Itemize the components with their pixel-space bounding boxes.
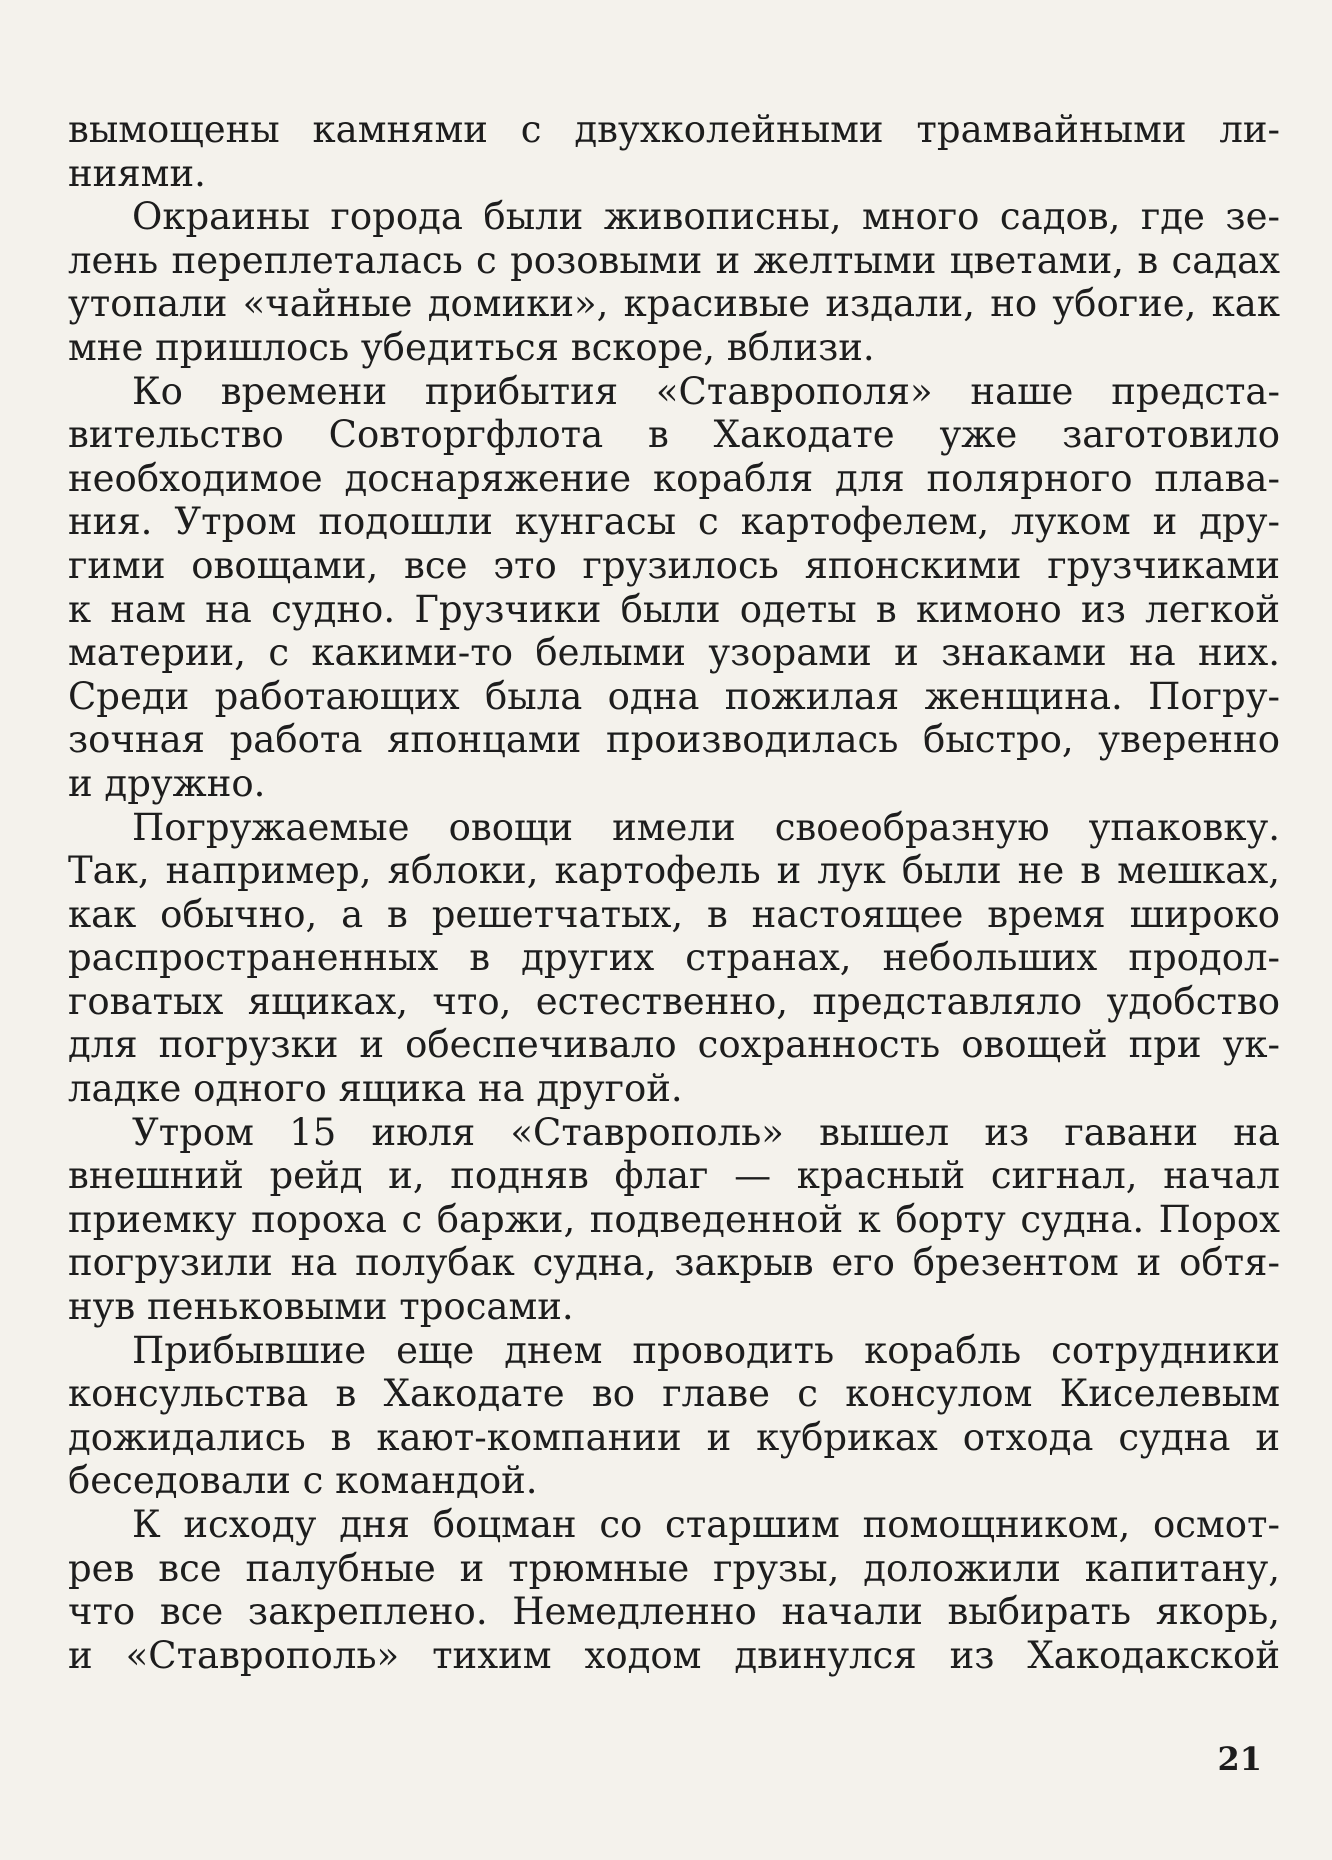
text-line: мне пришлось убедиться вскоре, вблизи.: [68, 325, 875, 369]
text-line: утопали «чайные домики», красивые издали, но убогие, как: [68, 282, 1280, 326]
text-line: дожидались в кают-компании и кубриках отхода судна и: [68, 1415, 1280, 1459]
page-number: 21: [1217, 1740, 1262, 1778]
text-line: Прибывшие еще днем проводить корабль сотрудники: [132, 1328, 1280, 1372]
text-line: лень переплеталась с розовыми и желтыми цветами, в садах: [68, 238, 1280, 282]
text-line: ладке одного ящика на другой.: [68, 1067, 683, 1111]
text-line: как обычно, а в решетчатых, в настоящее время широко: [68, 892, 1280, 936]
text-line: нув пеньковыми тросами.: [68, 1285, 574, 1329]
text-line: Утром 15 июля «Ставрополь» вышел из гавани на: [132, 1110, 1280, 1154]
text-line: к нам на судно. Грузчики были одеты в кимоно из легкой: [68, 587, 1280, 631]
text-line: ния. Утром подошли кунгасы с картофелем, луком и дру-: [68, 500, 1280, 544]
text-line: К исходу дня боцман со старшим помощником, осмот-: [132, 1503, 1280, 1546]
text-line: погрузили на полубак судна, закрыв его брезентом и обтя-: [68, 1241, 1280, 1285]
text-line: вымощены камнями с двухколейными трамвайными ли-: [68, 108, 1280, 151]
text-line: Так, например, яблоки, картофель и лук были не в мешках,: [68, 849, 1280, 893]
text-line: консульства в Хакодате во главе с консулом Киселевым: [68, 1372, 1280, 1416]
text-line: и дружно.: [68, 761, 266, 805]
text-line: беседовали с командой.: [68, 1459, 538, 1503]
text-line: распространенных в других странах, небольших продол-: [68, 936, 1280, 980]
text-line: для погрузки и обеспечивало сохранность овощей при ук-: [68, 1023, 1280, 1067]
text-line: приемку пороха с баржи, подведенной к борту судна. Порох: [68, 1197, 1280, 1241]
text-line: Погружаемые овощи имели своеобразную упаковку.: [132, 805, 1280, 849]
text-line: говатых ящиках, что, естественно, представляло удобство: [68, 979, 1280, 1023]
text-line: Среди работающих была одна пожилая женщина. Погру-: [68, 674, 1280, 718]
text-line: рев все палубные и трюмные грузы, доложили капитану,: [68, 1546, 1280, 1590]
text-line: внешний рейд и, подняв флаг — красный сигнал, начал: [68, 1154, 1280, 1198]
page-body: [68, 108, 1280, 1677]
text-line: зочная работа японцами производилась быстро, уверенно: [68, 718, 1280, 762]
text-line: материи, с какими-то белыми узорами и знаками на них.: [68, 631, 1280, 675]
text-line: что все закреплено. Немедленно начали выбирать якорь,: [68, 1590, 1280, 1634]
text-line: и «Ставрополь» тихим ходом двинулся из Хакодакской: [68, 1633, 1280, 1677]
text-line: Ко времени прибытия «Ставрополя» наше предста-: [132, 369, 1280, 413]
text-line: ниями.: [68, 151, 206, 195]
text-line: Окраины города были живописны, много садов, где зе-: [132, 195, 1280, 239]
text-line: гими овощами, все это грузилось японскими грузчиками: [68, 543, 1280, 587]
text-line: необходимое доснаряжение корабля для полярного плава-: [68, 456, 1280, 500]
text-line: вительство Совторгфлота в Хакодате уже заготовило: [68, 413, 1280, 457]
